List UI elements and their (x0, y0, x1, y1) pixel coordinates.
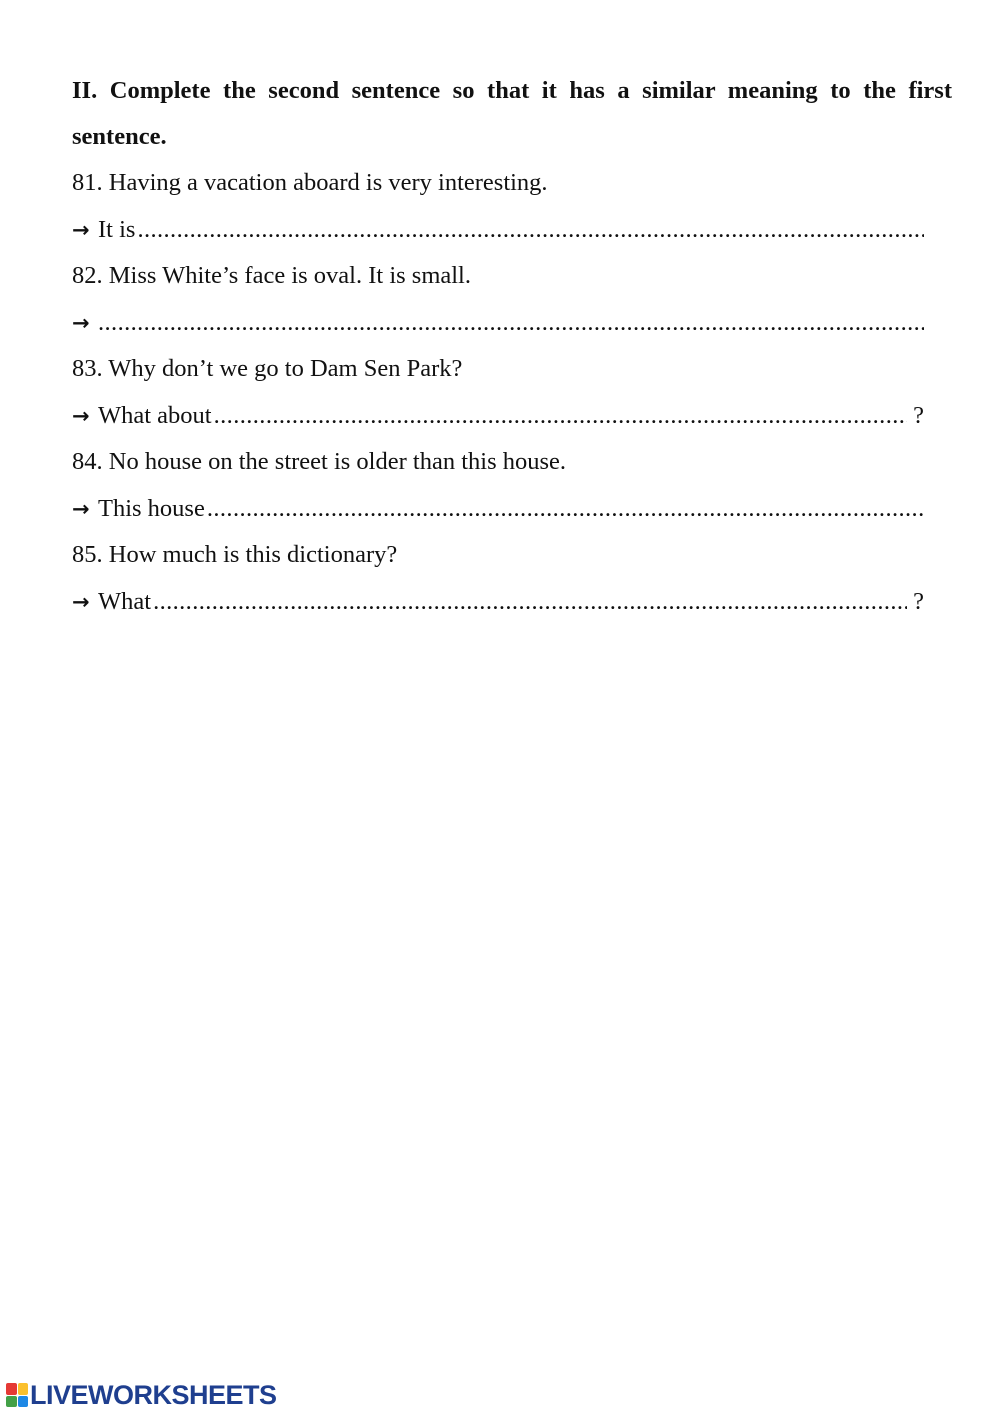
logo-text: LIVEWORKSHEETS (30, 1379, 277, 1410)
question-82-answer[interactable] (72, 300, 924, 347)
question-81-prompt: 81. Having a vacation aboard is very interesting. (72, 169, 548, 196)
answer-blank[interactable] (153, 579, 907, 626)
question-85-prompt: 85. How much is this dictionary? (72, 541, 398, 568)
answer-lead: What (98, 587, 152, 615)
answer-tail: ? (913, 587, 924, 615)
answer-blank[interactable] (214, 393, 908, 440)
answer-blank[interactable] (98, 300, 924, 347)
answer-lead: This house (98, 494, 205, 522)
right-arrow-icon: → (72, 589, 90, 614)
answer-lead: What about (98, 401, 212, 429)
answer-lead: It is (98, 215, 136, 243)
liveworksheets-logo[interactable] (6, 1380, 277, 1410)
worksheet-page (72, 68, 952, 625)
right-arrow-icon: → (72, 403, 90, 428)
logo-square (18, 1396, 29, 1408)
logo-square (18, 1383, 29, 1395)
question-83-answer[interactable] (72, 393, 924, 440)
logo-icon (6, 1383, 28, 1407)
question-83-prompt: 83. Why don’t we go to Dam Sen Park? (72, 355, 463, 382)
right-arrow-icon: → (72, 496, 90, 521)
exercise-heading: II. Complete the second sentence so that it has a similar meaning to the first sentence. (72, 77, 952, 150)
answer-blank[interactable] (137, 207, 924, 254)
question-84-answer[interactable] (72, 486, 924, 533)
logo-square (6, 1396, 17, 1408)
question-85-answer[interactable] (72, 579, 924, 626)
right-arrow-icon: → (72, 310, 90, 335)
answer-tail: ? (913, 401, 924, 429)
logo-square (6, 1383, 17, 1395)
right-arrow-icon: → (72, 217, 90, 242)
question-82-prompt: 82. Miss White’s face is oval. It is small. (72, 262, 471, 289)
question-81-answer[interactable] (72, 207, 924, 254)
question-84-prompt: 84. No house on the street is older than this house. (72, 448, 567, 475)
answer-blank[interactable] (207, 486, 924, 533)
